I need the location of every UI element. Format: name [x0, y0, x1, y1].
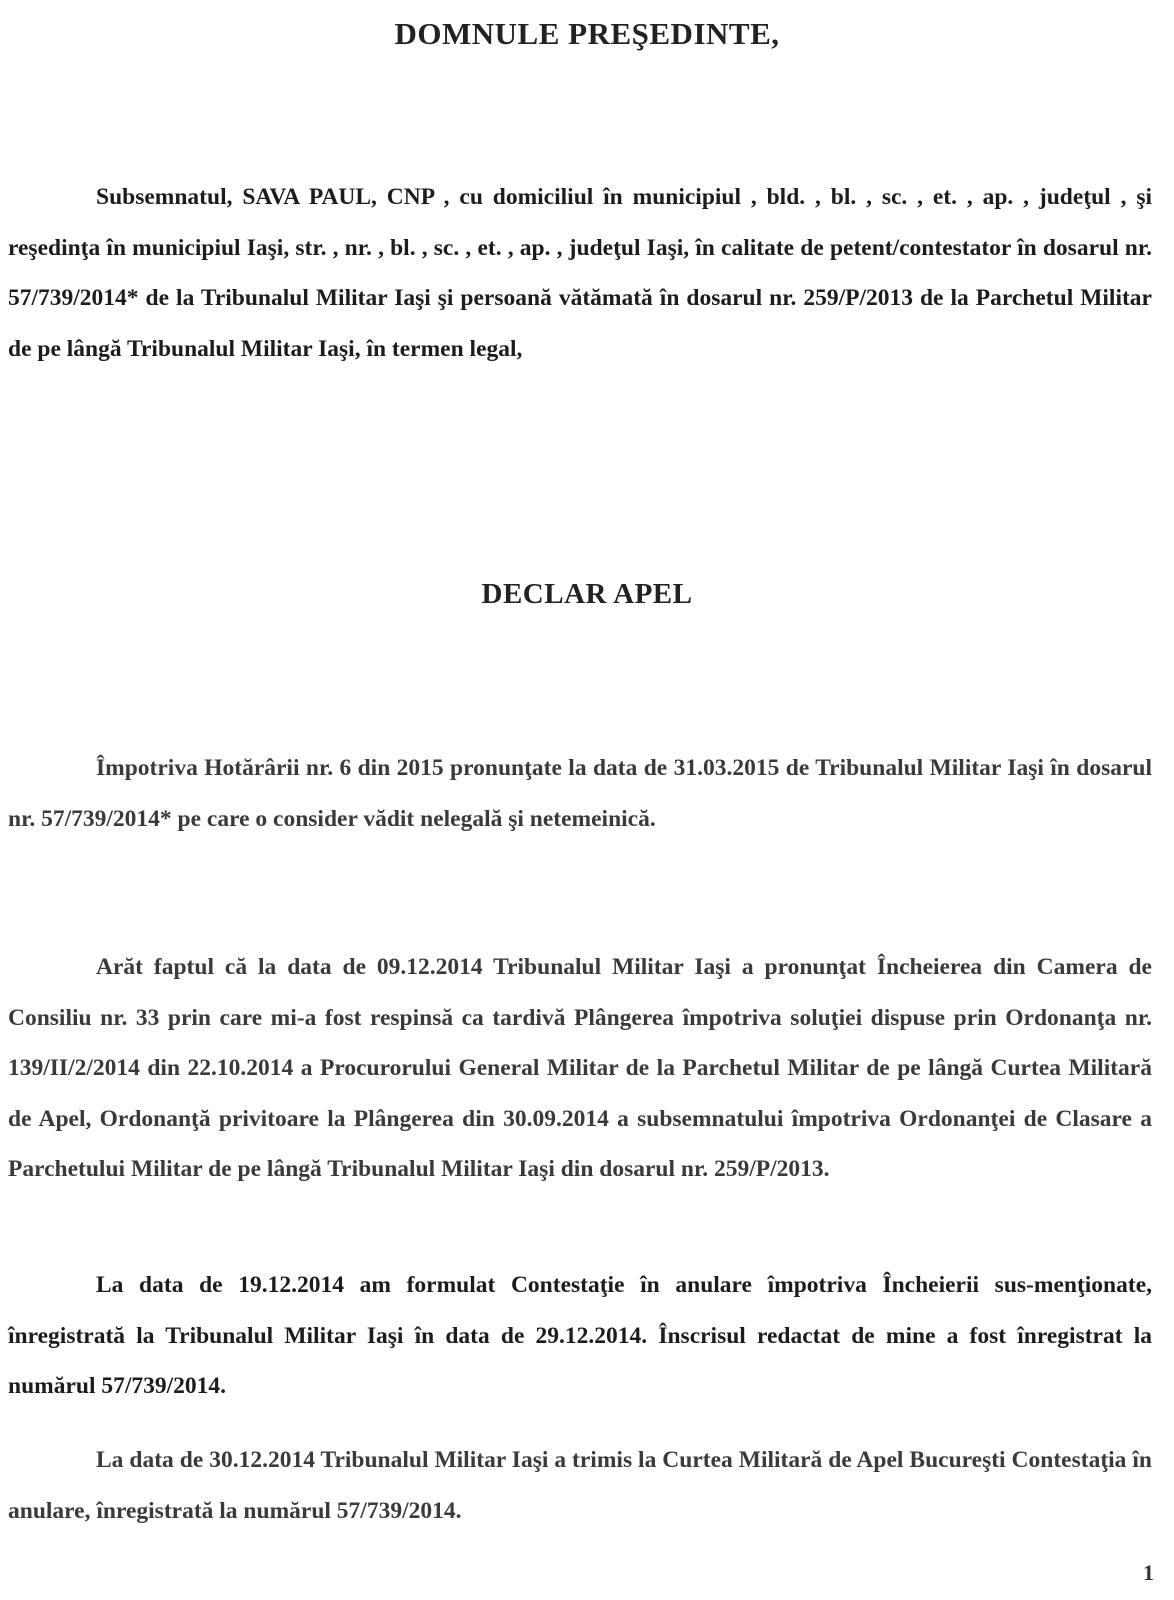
- declaration-title: DECLAR APEL: [481, 578, 693, 610]
- contestation-text: La data de 19.12.2014 am formulat Contestaţie în anulare împotriva Încheierii sus-menţionate, înregistrată la Tribunalul Militar Iaşi în data de 29.12.2014. Înscrisul redactat de mine a fost înregistrat la numărul 57/739/2014.: [8, 1272, 1152, 1399]
- contestation-paragraph: [8, 1260, 1152, 1412]
- appeal-text: Împotriva Hotărârii nr. 6 din 2015 pronunţate la data de 31.03.2015 de Tribunalul Militar Iaşi în dosarul nr. 57/739/2014* pe care o consider vădit nelegală şi netemeinică.: [8, 755, 1152, 832]
- facts-paragraph: [8, 942, 1152, 1195]
- petitioner-paragraph: [8, 172, 1152, 374]
- page-number: 1: [1143, 1560, 1154, 1585]
- transfer-text: La data de 30.12.2014 Tribunalul Militar Iaşi a trimis la Curtea Militară de Apel Bucureşti Contestaţia în anulare, înregistrată la numărul 57/739/2014.: [8, 1447, 1152, 1524]
- transfer-paragraph: [8, 1435, 1152, 1536]
- document-title: DOMNULE PREŞEDINTE,: [394, 16, 780, 51]
- facts-text: Arăt faptul că la data de 09.12.2014 Tribunalul Militar Iaşi a pronunţat Încheierea din Camera de Consiliu nr. 33 prin care mi-a fost respinsă ca tardivă Plângerea împotriva soluţiei dispuse prin Ordonanţa nr. 139/II/2/2014 din 22.10.2014 a Procurorului General Militar de la Parchetul Militar de pe lângă Curtea Militară de Apel, Ordonanţă privitoare la Plângerea din 30.09.2014 a subsemnatului împotriva Ordonanţei de Clasare a Parchetului Militar de pe lângă Tribunalul Militar Iaşi din dosarul nr. 259/P/2013.: [8, 954, 1152, 1182]
- appeal-paragraph: [8, 743, 1152, 844]
- petitioner-text: Subsemnatul, SAVA PAUL, CNP , cu domiciliul în municipiul , bld. , bl. , sc. , et. , ap. , judeţul , şi reşedinţa în municipiul Iaşi, str. , nr. , bl. , sc. , et. , ap. , judeţul Iaşi, în calitate de petent/contestator în dosarul nr. 57/739/2014* de la Tribunalul Militar Iaşi şi persoană vătămată în dosarul nr. 259/P/2013 de la Parchetul Militar de pe lângă Tribunalul Militar Iaşi, în termen legal,: [8, 184, 1152, 362]
